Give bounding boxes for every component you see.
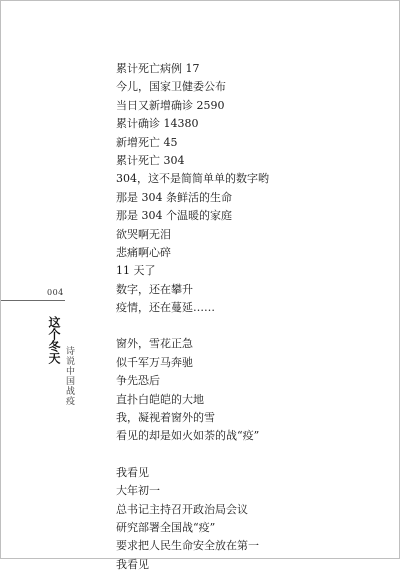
- poem-line: 直扑白皑皑的大地: [116, 392, 204, 406]
- poem-line: 那是 304 个温暖的家庭: [116, 209, 232, 223]
- poem-line: 累计死亡 304: [116, 153, 185, 167]
- poem-line: 新增死亡 45: [116, 135, 178, 149]
- poem-line: 当日又新增确诊 2590: [116, 98, 225, 112]
- poem-line: 窗外，雪花正急: [116, 337, 193, 351]
- poem-line: 304，这不是简简单单的数字哟: [116, 172, 269, 186]
- poem-line: 数字，还在攀升: [116, 282, 193, 296]
- poem-line: 争先恐后: [116, 374, 160, 388]
- poem-line: 似千军万马奔驰: [116, 355, 193, 369]
- folio-divider: [1, 300, 65, 301]
- poem-line: 看见的却是如火如荼的战“疫”: [116, 429, 260, 443]
- stanza-1: [116, 60, 386, 317]
- poem-line: 研究部署全国战“疫”: [116, 520, 216, 534]
- stanza-3: [116, 464, 386, 574]
- poem-line: 累计死亡病例 17: [116, 62, 200, 75]
- poem-line: 悲痛啊心碎: [116, 245, 171, 259]
- poem-line: 我看见: [116, 465, 149, 479]
- poem-line: 11 天了: [116, 264, 156, 278]
- poem-line: 总书记主持召开政治局会议: [116, 502, 248, 516]
- stanza-2: [116, 335, 386, 445]
- poem-line: 要求把人民生命安全放在第一: [116, 539, 259, 553]
- poem-line: 那是 304 条鲜活的生命: [116, 190, 232, 204]
- poem-line: 我看见: [116, 557, 149, 571]
- page-number: 004: [47, 288, 64, 297]
- poem-line: 累计确诊 14380: [116, 117, 199, 131]
- poem-line: 疫情，还在蔓延……: [116, 301, 215, 315]
- poem-line: 今儿，国家卫健委公布: [116, 80, 226, 94]
- running-title: 这个冬天: [47, 316, 61, 364]
- poem-line: 大年初一: [116, 484, 160, 498]
- poem-line: 欲哭啊无泪: [116, 227, 171, 241]
- running-subtitle: 诗说中国战疫: [64, 346, 74, 406]
- poem-body: [116, 60, 386, 574]
- poem-line: 我，凝视着窗外的雪: [116, 411, 215, 425]
